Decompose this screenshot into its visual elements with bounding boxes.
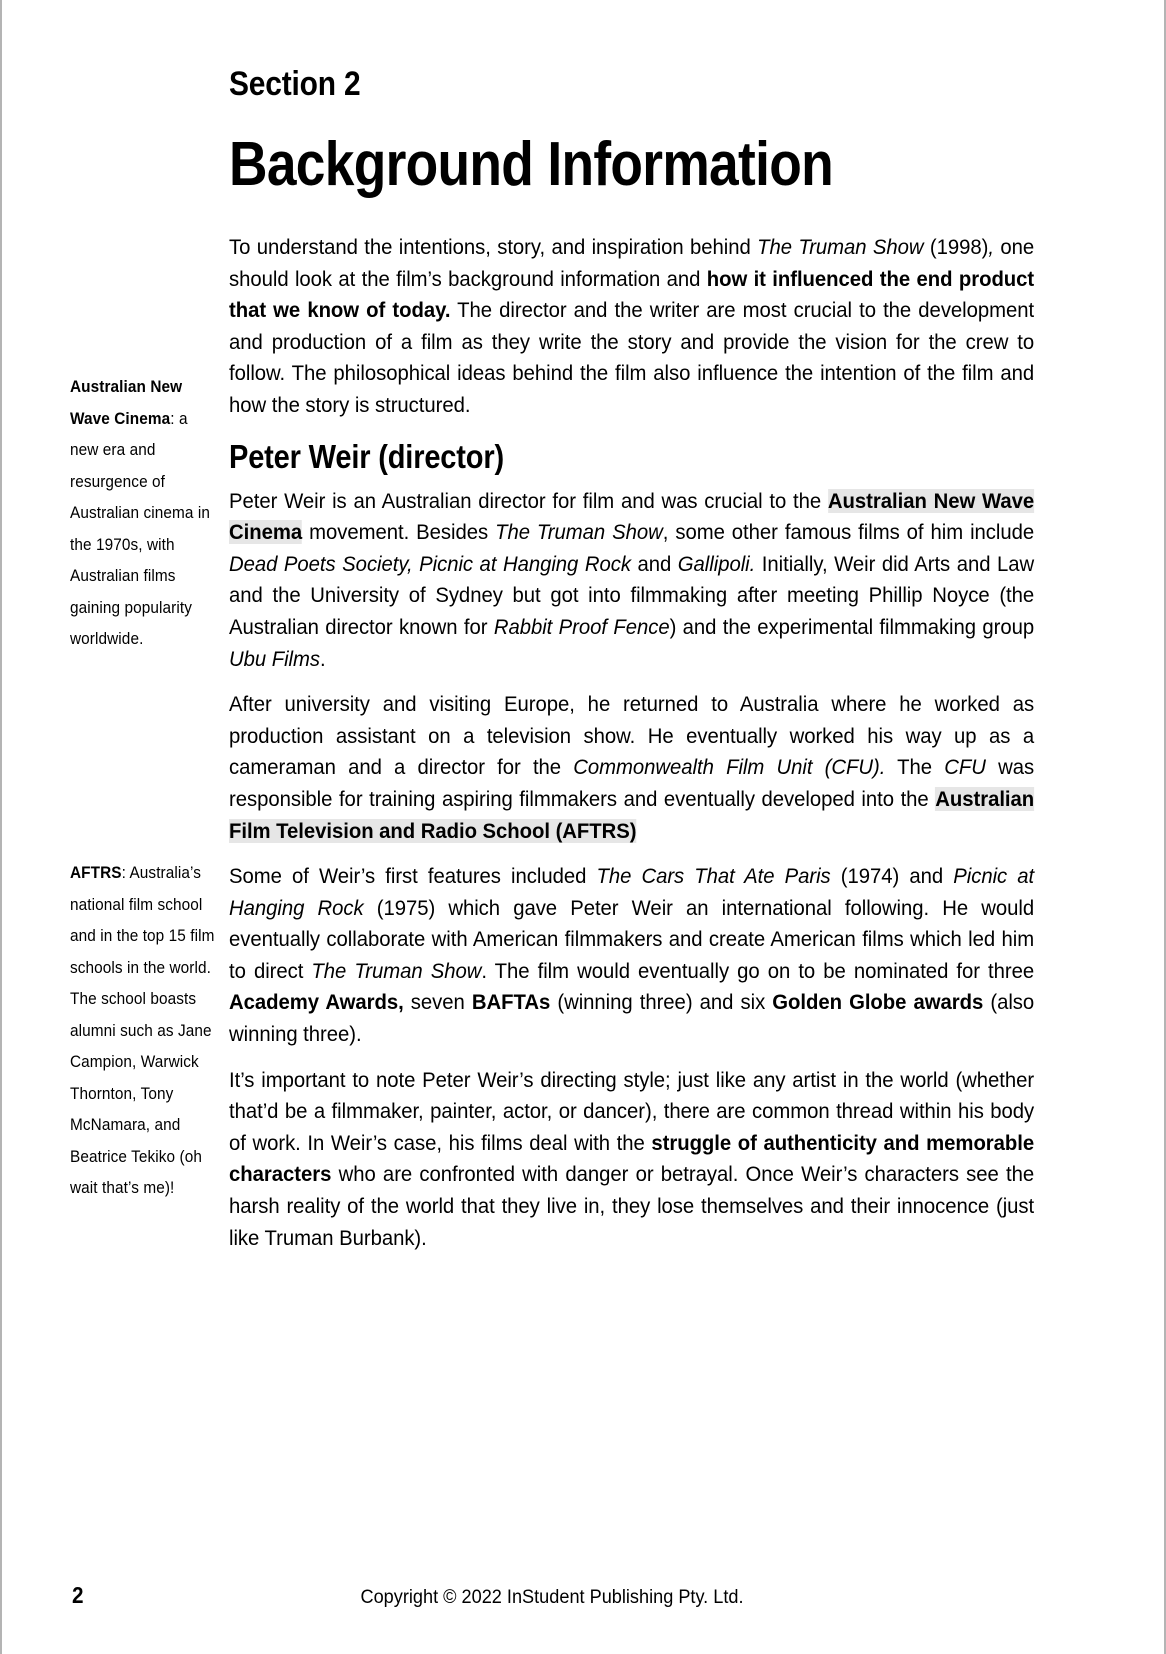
text-run: (also winning three). bbox=[229, 990, 1035, 1047]
page-title: Background Information bbox=[229, 130, 833, 199]
text-run: Initially, Weir did Arts and Law and the University of Sydney but got into filmmaking after meeting Phillip Noyce (the Australian director known for bbox=[229, 551, 1035, 639]
highlight-aftrs-full-name: Australian Film Television and Radio School (AFTRS) bbox=[229, 786, 1035, 843]
text-run: , some other famous films of him include bbox=[662, 520, 1035, 545]
title-italic: Dead Poets Society, Picnic at Hanging Rock bbox=[229, 551, 631, 576]
paragraph-intro bbox=[229, 232, 1034, 422]
text-run: (1998) bbox=[923, 235, 989, 259]
text-run: one should look at the film’s background information and bbox=[229, 235, 1035, 291]
text-run: . The film would eventually go on to be nominated for three bbox=[481, 958, 1035, 983]
margin-note-australian-new-wave-cinema bbox=[70, 372, 220, 656]
text-run: who are confronted with danger or betrayal. Once Weir’s characters see the harsh reality of the world that they live in, they lose themselves and their innocence (just like Truman Burbank). bbox=[229, 1162, 1035, 1250]
text-run: After university and visiting Europe, he returned to Australia where he worked as production assistant on a television show. He eventually worked his way up as a cameraman and a director for the bbox=[229, 692, 1035, 780]
title-italic: The Truman Show bbox=[311, 958, 482, 983]
text-run: It’s important to note Peter Weir’s directing style; just like any artist in the world (whether that’d be a filmmaker, painter, actor, or dancer), there are common thread within his body of work. In Weir’s case, his films deal with the bbox=[229, 1067, 1035, 1155]
text-run: (1974) and bbox=[830, 864, 954, 889]
margin-notes-column bbox=[70, 372, 220, 656]
emphasis-bold: Golden Globe awards bbox=[772, 990, 984, 1015]
text-run: Peter Weir is an Australian director for film and was crucial to the bbox=[229, 488, 828, 513]
page-footer bbox=[2, 1582, 1166, 1622]
emphasis-bold: Academy Awards, bbox=[229, 990, 404, 1015]
paragraph-weir-4 bbox=[229, 1065, 1034, 1255]
title-italic: Gallipoli. bbox=[677, 551, 756, 576]
text-run-italic: , bbox=[988, 235, 994, 259]
margin-note-definition: : a new era and resurgence of Australian cinema in the 1970s, with Australian films gaining popularity worldwide. bbox=[70, 409, 211, 648]
emphasis-bold: struggle of authenticity and memorable characters bbox=[229, 1130, 1035, 1187]
page-number: 2 bbox=[72, 1582, 84, 1608]
margin-note-aftrs bbox=[70, 858, 219, 1205]
text-run: (1975) which gave Peter Weir an international following. He would eventually collaborate with American filmmakers and create American films which led him to direct bbox=[229, 895, 1035, 983]
title-italic: Rabbit Proof Fence bbox=[493, 614, 670, 639]
margin-note-definition: : Australia’s national film school and in the top 15 film schools in the world. The school boasts alumni such as Jane Campion, Warwick Thornton, Tony McNamara, and Beatrice Tekiko (oh wait that’s me)! bbox=[70, 864, 215, 1197]
paragraph-weir-2 bbox=[229, 689, 1034, 847]
text-run: and bbox=[630, 551, 678, 576]
text-run: . bbox=[320, 646, 326, 671]
title-italic: The Truman Show bbox=[757, 235, 924, 259]
highlight-australian-new-wave-cinema: Australian New Wave Cinema bbox=[229, 488, 1035, 545]
margin-note-term: AFTRS bbox=[70, 864, 122, 882]
emphasis-bold: BAFTAs bbox=[471, 990, 551, 1015]
title-italic: The Truman Show bbox=[495, 520, 663, 545]
text-run: seven bbox=[403, 990, 472, 1015]
text-run: (winning three) and six bbox=[550, 990, 773, 1015]
text-run: ) and the experimental filmmaking group bbox=[669, 614, 1035, 639]
section-label: Section 2 bbox=[229, 65, 361, 103]
paragraph-weir-1 bbox=[229, 486, 1034, 676]
text-run: was responsible for training aspiring filmmakers and eventually developed into the bbox=[229, 755, 1035, 811]
title-italic: The Cars That Ate Paris bbox=[596, 864, 831, 889]
copyright-notice: Copyright © 2022 InStudent Publishing Pty. Ltd. bbox=[360, 1586, 744, 1608]
title-italic: Picnic at Hanging Rock bbox=[229, 864, 1035, 920]
text-run: The director and the writer are most crucial to the development and production of a film as they write the story and provide the vision for the crew to follow. The philosophical ideas behind the film also influence the intention of the film and how the story is structured. bbox=[229, 298, 1035, 417]
subheading-peter-weir: Peter Weir (director) bbox=[229, 437, 504, 475]
emphasis-bold: how it influenced the end product that we know of today. bbox=[229, 266, 1035, 323]
paragraph-weir-3 bbox=[229, 861, 1034, 1051]
text-run: movement. Besides bbox=[302, 520, 496, 545]
margin-note-term: Australian New Wave Cinema bbox=[70, 378, 183, 428]
text-run: Some of Weir’s first features included bbox=[229, 864, 597, 889]
title-italic: Commonwealth Film Unit (CFU). bbox=[573, 755, 886, 780]
main-content-column bbox=[229, 64, 1034, 1254]
title-italic: CFU bbox=[944, 755, 986, 780]
text-run: The bbox=[885, 755, 945, 780]
title-italic: Ubu Films bbox=[229, 646, 321, 671]
text-run: To understand the intentions, story, and inspiration behind bbox=[229, 235, 758, 259]
